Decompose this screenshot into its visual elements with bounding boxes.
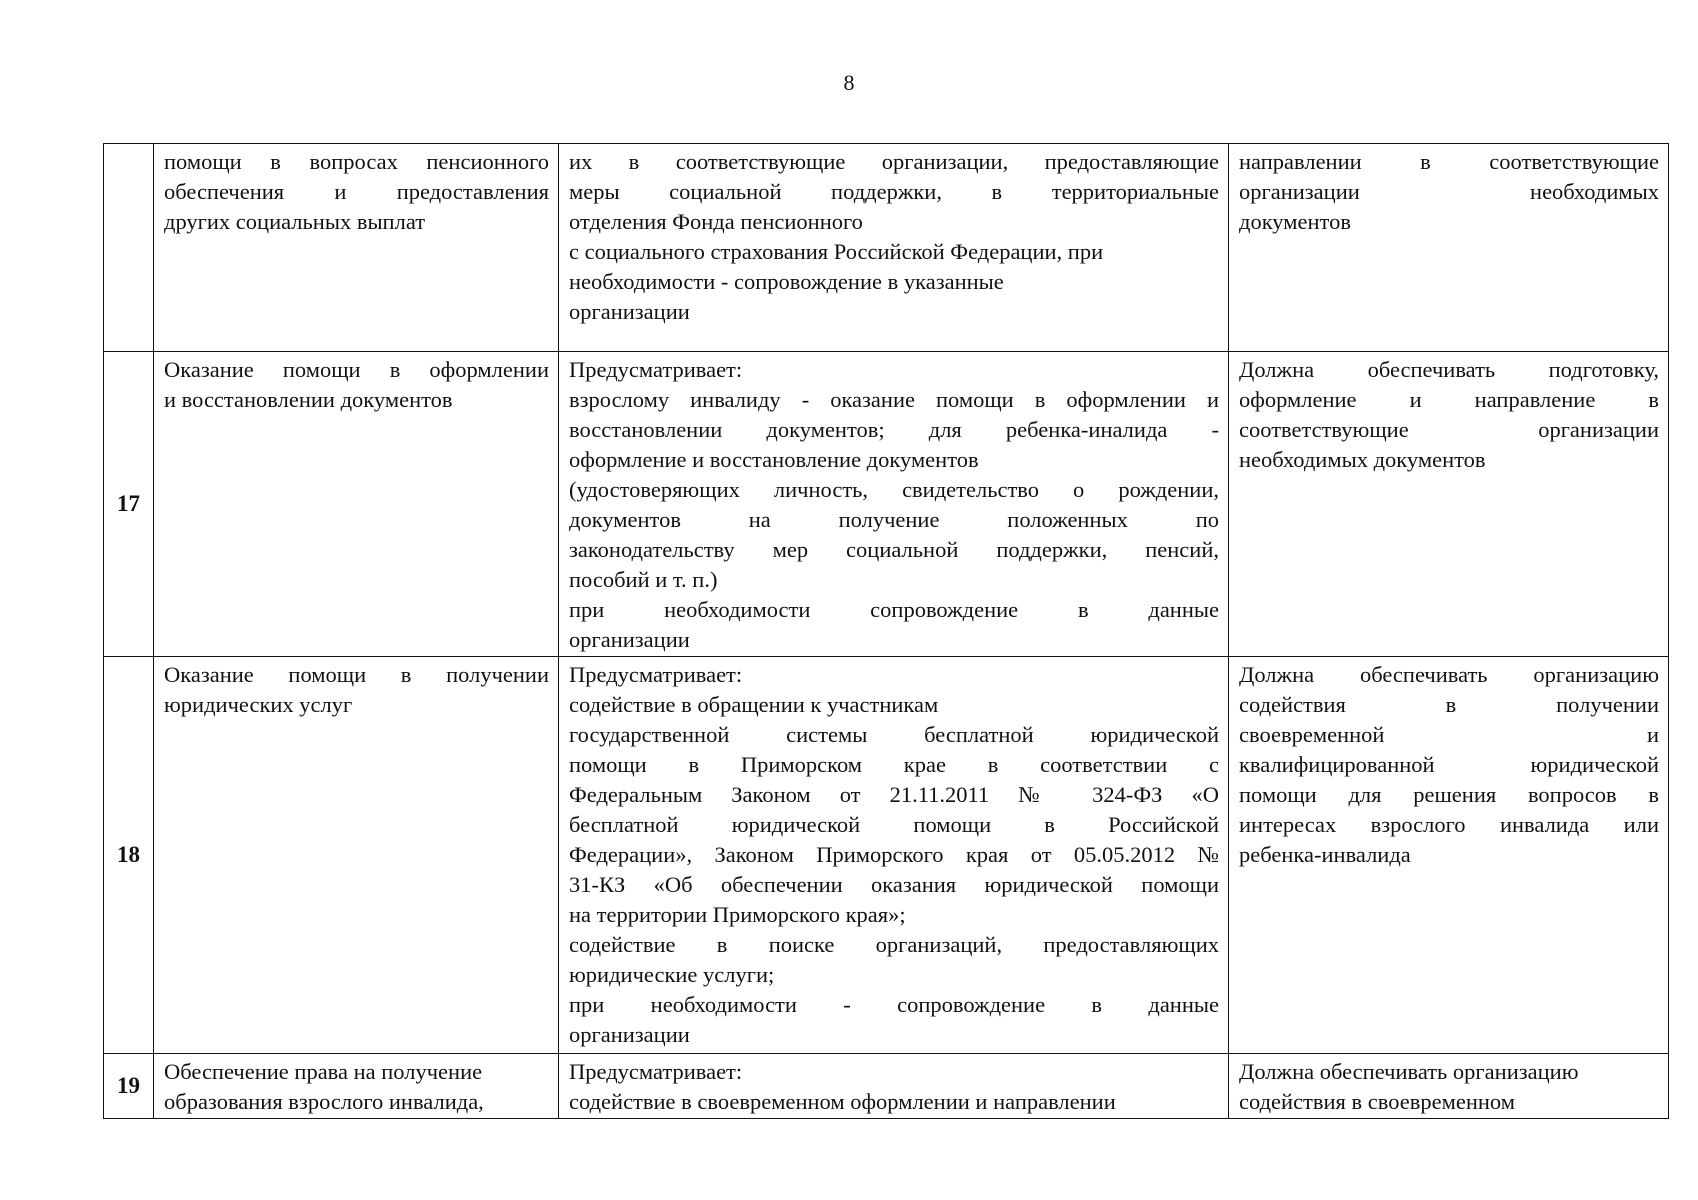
text-line: Предусматривает: [569,1059,743,1084]
text-line: юридических услуг [164,692,353,717]
requirement-cell [1229,657,1669,1054]
text-line: содействие в поиске организаций, предоставляющих [569,932,1219,957]
text-line: на территории Приморского края»; [569,902,906,927]
service-name-cell [154,352,559,657]
row-number-cell: 17 [104,352,154,657]
service-name-cell [154,1054,559,1119]
service-content-cell [559,352,1229,657]
service-content-cell [559,144,1229,352]
row-number-cell [104,144,154,352]
text-line: документов [1239,209,1351,234]
text-line: помощи в Приморском крае в соответствии с [569,752,1219,777]
service-name-cell [154,657,559,1054]
service-content-cell [559,657,1229,1054]
text-line: и восстановлении документов [164,387,453,412]
text-line: интересах взрослого инвалида или [1239,812,1659,837]
text-line: своевременной и [1239,722,1659,747]
text-line: законодательству мер социальной поддержки, пенсий, [569,537,1219,562]
text-line: отделения Фонда пенсионного [569,209,863,234]
text-line: оформление и направление в [1239,387,1659,412]
text-line: Оказание помощи в получении [164,662,549,687]
text-line: Обеспечение права на получение [164,1059,483,1084]
text-line: (удостоверяющих личность, свидетельство о рождении, [569,477,1219,502]
text-line: необходимости - сопровождение в указанные [569,269,1004,294]
row-number-cell: 18 [104,657,154,1054]
requirement-cell [1229,144,1669,352]
text-line: квалифицированной юридической [1239,752,1659,777]
text-line: соответствующие организации [1239,417,1659,442]
text-line: Должна обеспечивать организацию [1239,662,1659,687]
text-line: восстановлении документов; для ребенка-иналида - [569,417,1219,442]
text-line: Федеральным Законом от 21.11.2011 № 324-ФЗ «О [569,782,1219,807]
table-row [104,352,1669,657]
service-content-cell [559,1054,1229,1119]
text-line: взрослому инвалиду - оказание помощи в оформлении и [569,387,1219,412]
text-line: других социальных выплат [164,209,426,234]
text-line: организации необходимых [1239,179,1659,204]
text-line: Должна обеспечивать организацию [1239,1059,1579,1084]
text-line: юридические услуги; [569,962,775,987]
text-line: Должна обеспечивать подготовку, [1239,357,1659,382]
text-line: помощи для решения вопросов в [1239,782,1659,807]
text-line: меры социальной поддержки, в территориальные [569,179,1219,204]
text-line: документов на получение положенных по [569,507,1219,532]
text-line: Федерации», Законом Приморского края от 05.05.2012 № [569,842,1219,867]
text-line: Предусматривает: [569,357,743,382]
text-line: Предусматривает: [569,662,743,687]
text-line: помощи в вопросах пенсионного [164,149,549,174]
text-line: Оказание помощи в оформлении [164,357,549,382]
text-line: с социального страхования Российской Федерации, при [569,239,1104,264]
services-table [103,143,1669,1119]
text-line: образования взрослого инвалида, [164,1089,484,1114]
text-line: организации [569,627,690,652]
text-line: пособий и т. п.) [569,567,718,592]
text-line: при необходимости - сопровождение в данные [569,992,1219,1017]
table-row [104,1054,1669,1119]
text-line: бесплатной юридической помощи в Российской [569,812,1219,837]
table-row [104,144,1669,352]
text-line: организации [569,299,690,324]
text-line: необходимых документов [1239,447,1486,472]
text-line: содействие в своевременном оформлении и направлении [569,1089,1116,1114]
text-line: государственной системы бесплатной юридической [569,722,1219,747]
row-number-cell: 19 [104,1054,154,1119]
text-line: направлении в соответствующие [1239,149,1659,174]
text-line: содействие в обращении к участникам [569,692,939,717]
text-line: содействия в получении [1239,692,1659,717]
text-line: содействия в своевременном [1239,1089,1515,1114]
page-number: 8 [843,70,855,95]
service-name-cell [154,144,559,352]
text-line: их в соответствующие организации, предоставляющие [569,149,1219,174]
requirement-cell [1229,352,1669,657]
text-line: при необходимости сопровождение в данные [569,597,1219,622]
table-row [104,657,1669,1054]
text-line: обеспечения и предоставления [164,179,549,204]
text-line: организации [569,1022,690,1047]
text-line: ребенка-инвалида [1239,842,1411,867]
text-line: оформление и восстановление документов [569,447,979,472]
requirement-cell [1229,1054,1669,1119]
text-line: 31-КЗ «Об обеспечении оказания юридической помощи [569,872,1219,897]
